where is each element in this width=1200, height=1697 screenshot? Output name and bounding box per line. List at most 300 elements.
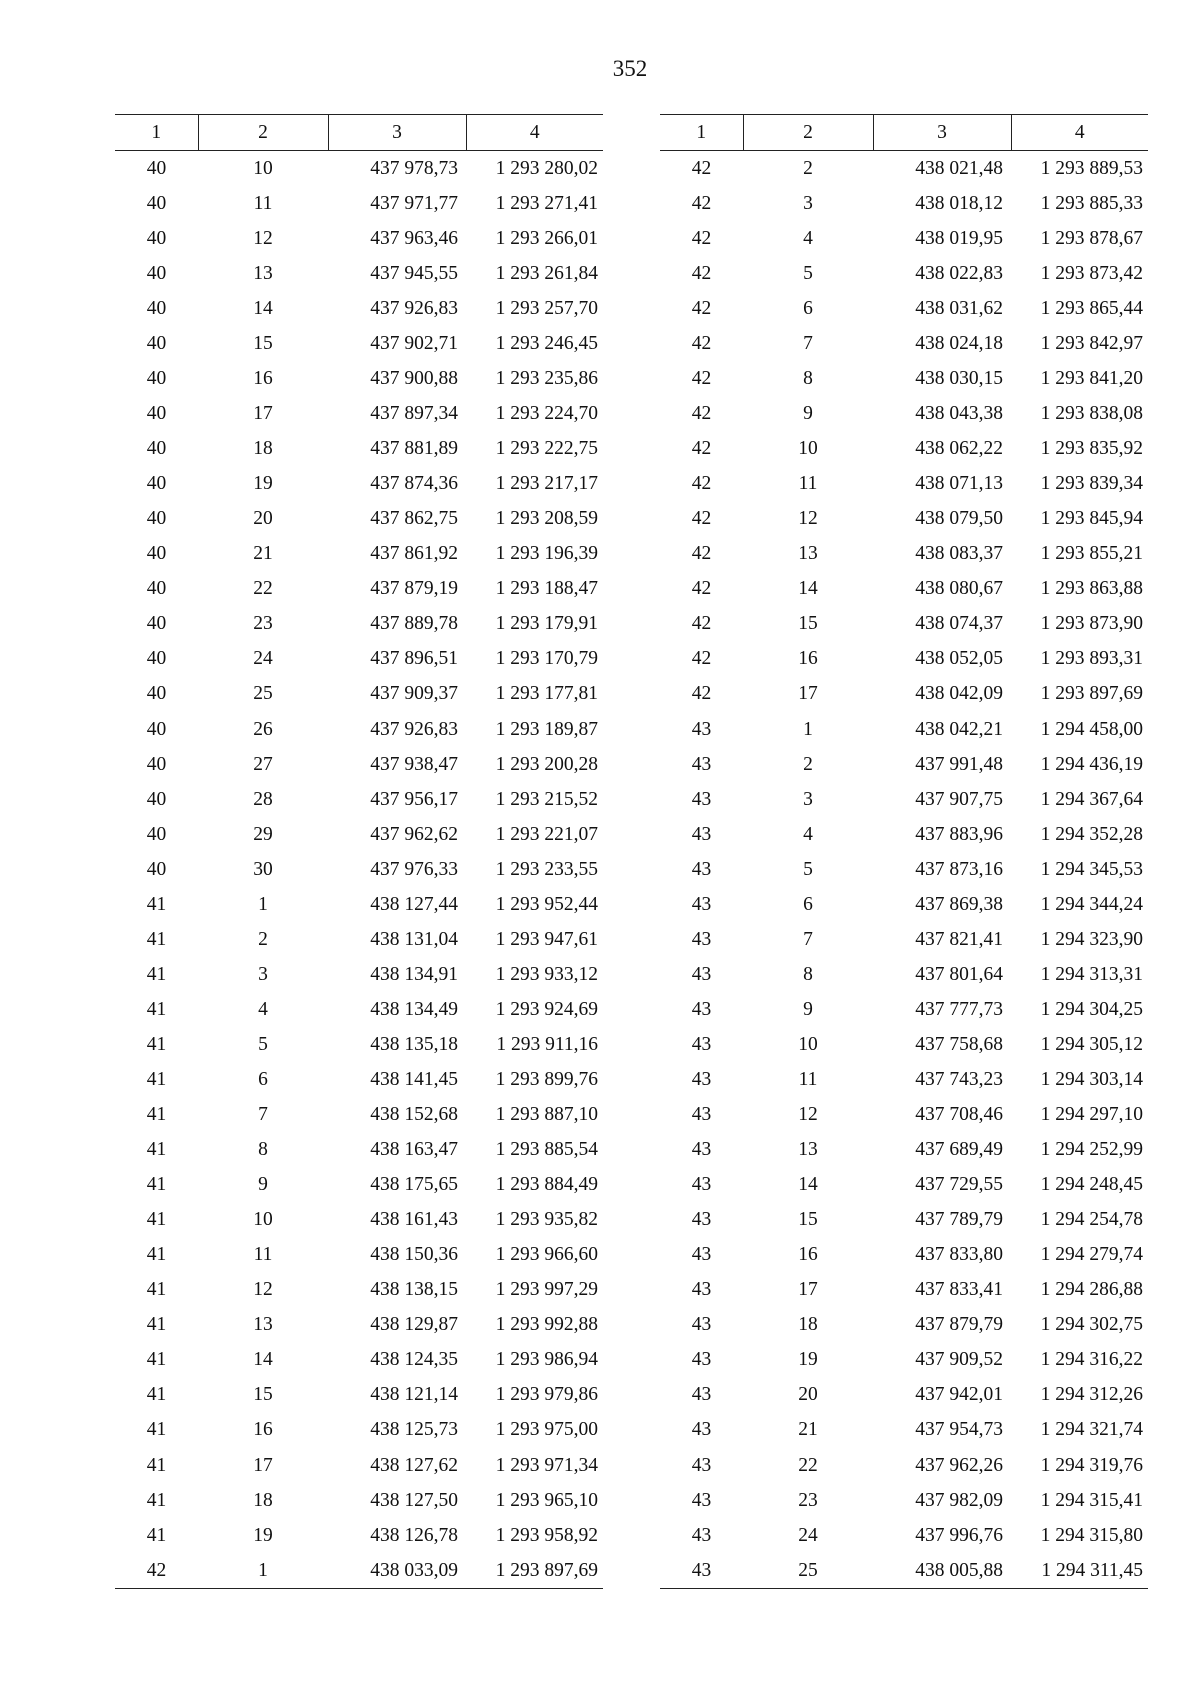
table-cell: 16 <box>253 1419 273 1441</box>
table-cell: 437 689,49 <box>915 1139 1003 1161</box>
table-cell: 13 <box>253 262 273 284</box>
table-row <box>660 1237 1148 1272</box>
table-row <box>660 1027 1148 1062</box>
table-cell: 41 <box>146 1279 167 1301</box>
table-cell: 437 708,46 <box>915 1104 1003 1126</box>
table-cell: 1 293 839,34 <box>1040 473 1143 495</box>
table-cell: 43 <box>691 753 712 775</box>
table-cell: 43 <box>691 788 712 810</box>
table-cell: 437 971,77 <box>370 192 458 214</box>
table-cell: 42 <box>691 578 712 600</box>
table-cell: 42 <box>691 543 712 565</box>
table-cell: 1 294 297,10 <box>1040 1104 1143 1126</box>
table-cell: 21 <box>253 543 273 565</box>
table-cell: 437 758,68 <box>915 1033 1003 1055</box>
table-cell: 30 <box>253 858 273 880</box>
column-header: 3 <box>873 115 1011 151</box>
table-cell: 437 909,52 <box>915 1349 1003 1371</box>
table-row <box>660 957 1148 992</box>
table-cell: 42 <box>691 262 712 284</box>
table-cell: 43 <box>691 963 712 985</box>
table-cell: 437 833,41 <box>915 1279 1003 1301</box>
table-row <box>115 642 603 677</box>
table-cell: 1 293 170,79 <box>495 648 598 670</box>
table-cell: 438 126,78 <box>370 1524 458 1546</box>
table-cell: 1 294 323,90 <box>1040 928 1143 950</box>
table-cell: 26 <box>253 718 273 740</box>
table-cell: 438 019,95 <box>915 227 1003 249</box>
table-cell: 437 862,75 <box>370 508 458 530</box>
table-cell: 42 <box>691 368 712 390</box>
table-cell: 14 <box>798 578 818 600</box>
table-cell: 3 <box>803 788 813 810</box>
table-row <box>660 887 1148 922</box>
table-cell: 40 <box>146 438 167 460</box>
table-row <box>115 817 603 852</box>
table-cell: 1 294 304,25 <box>1040 998 1143 1020</box>
table-cell: 437 777,73 <box>915 998 1003 1020</box>
table-row <box>115 992 603 1027</box>
table-cell: 8 <box>803 368 813 390</box>
table-row <box>115 747 603 782</box>
table-cell: 43 <box>691 1349 712 1371</box>
table-cell: 43 <box>691 1104 712 1126</box>
table-cell: 1 294 252,99 <box>1040 1139 1143 1161</box>
table-cell: 43 <box>691 1454 712 1476</box>
table-cell: 1 <box>803 718 813 740</box>
table-cell: 438 163,47 <box>370 1139 458 1161</box>
table-cell: 437 861,92 <box>370 543 458 565</box>
table-cell: 42 <box>115 1553 198 1589</box>
table-cell: 1 294 248,45 <box>1040 1174 1143 1196</box>
table-cell: 3 <box>803 192 813 214</box>
table-row <box>115 1062 603 1097</box>
table-row <box>115 1553 603 1589</box>
table-cell: 1 294 344,24 <box>1040 893 1143 915</box>
table-cell: 1 294 312,26 <box>1040 1384 1143 1406</box>
table-cell: 437 897,34 <box>370 403 458 425</box>
table-cell: 438 033,09 <box>328 1553 466 1589</box>
table-cell: 1 294 311,45 <box>1011 1553 1148 1589</box>
table-cell: 23 <box>798 1489 818 1511</box>
table-row <box>660 1413 1148 1448</box>
table-cell: 43 <box>691 893 712 915</box>
table-cell: 1 293 838,08 <box>1040 403 1143 425</box>
table-row <box>115 1378 603 1413</box>
table-cell: 41 <box>146 1139 167 1161</box>
table-cell: 5 <box>258 1033 268 1055</box>
table-cell: 43 <box>691 1139 712 1161</box>
table-cell: 41 <box>146 928 167 950</box>
table-header-row <box>115 115 603 151</box>
table-cell: 1 293 986,94 <box>495 1349 598 1371</box>
table-cell: 437 833,80 <box>915 1244 1003 1266</box>
table-cell: 437 962,62 <box>370 823 458 845</box>
coordinates-table-right <box>660 114 1148 1589</box>
table-cell: 40 <box>146 473 167 495</box>
table-cell: 16 <box>798 1244 818 1266</box>
table-cell: 1 294 367,64 <box>1040 788 1143 810</box>
table-cell: 12 <box>798 1104 818 1126</box>
table-cell: 1 293 966,60 <box>495 1244 598 1266</box>
table-row <box>660 747 1148 782</box>
table-body <box>660 151 1148 1589</box>
table-row <box>115 677 603 712</box>
table-row <box>115 1308 603 1343</box>
table-cell: 437 881,89 <box>370 438 458 460</box>
table-row <box>115 326 603 361</box>
table-cell: 438 175,65 <box>370 1174 458 1196</box>
table-cell: 438 005,88 <box>873 1553 1011 1589</box>
table-cell: 42 <box>691 403 712 425</box>
table-cell: 43 <box>691 1314 712 1336</box>
table-cell: 1 293 280,02 <box>495 157 598 179</box>
table-cell: 1 293 188,47 <box>495 578 598 600</box>
table-row <box>660 1448 1148 1483</box>
column-header: 2 <box>743 115 873 151</box>
table-cell: 1 293 224,70 <box>495 403 598 425</box>
table-cell: 1 293 887,10 <box>495 1104 598 1126</box>
table-body <box>115 151 603 1589</box>
table-cell: 19 <box>253 473 273 495</box>
table-row <box>115 852 603 887</box>
table-cell: 9 <box>803 403 813 425</box>
table-cell: 437 991,48 <box>915 753 1003 775</box>
table-cell: 1 294 302,75 <box>1040 1314 1143 1336</box>
table-cell: 6 <box>803 297 813 319</box>
column-header: 1 <box>115 115 198 151</box>
table-cell: 41 <box>146 1489 167 1511</box>
table-cell: 43 <box>691 1524 712 1546</box>
table-cell: 6 <box>803 893 813 915</box>
table-cell: 13 <box>253 1314 273 1336</box>
table-cell: 40 <box>146 578 167 600</box>
table-cell: 29 <box>253 823 273 845</box>
table-cell: 25 <box>253 683 273 705</box>
table-cell: 437 789,79 <box>915 1209 1003 1231</box>
table-cell: 1 294 315,80 <box>1040 1524 1143 1546</box>
table-cell: 40 <box>146 157 167 179</box>
table-cell: 7 <box>803 928 813 950</box>
table-row <box>115 431 603 466</box>
table-cell: 1 293 997,29 <box>495 1279 598 1301</box>
table-cell: 42 <box>691 473 712 495</box>
table-cell: 1 294 345,53 <box>1040 858 1143 880</box>
table-row <box>660 642 1148 677</box>
table-row <box>660 1062 1148 1097</box>
table-cell: 1 293 884,49 <box>495 1174 598 1196</box>
table-row <box>660 466 1148 501</box>
table-row <box>115 361 603 396</box>
table-cell: 437 926,83 <box>370 718 458 740</box>
table-cell: 1 293 855,21 <box>1040 543 1143 565</box>
table-cell: 13 <box>798 543 818 565</box>
table-cell: 43 <box>691 998 712 1020</box>
table-row <box>115 782 603 817</box>
table-cell: 43 <box>660 1553 743 1589</box>
table-cell: 43 <box>691 1419 712 1441</box>
table-cell: 41 <box>146 1454 167 1476</box>
table-cell: 438 129,87 <box>370 1314 458 1336</box>
coordinates-table-left <box>115 114 603 1589</box>
table-cell: 20 <box>798 1384 818 1406</box>
table-cell: 1 294 286,88 <box>1040 1279 1143 1301</box>
table-row <box>115 712 603 747</box>
table-cell: 2 <box>803 157 813 179</box>
table-cell: 1 293 863,88 <box>1040 578 1143 600</box>
table-cell: 438 141,45 <box>370 1068 458 1090</box>
table-row <box>660 607 1148 642</box>
table-row <box>660 256 1148 291</box>
table-cell: 4 <box>258 998 268 1020</box>
table-cell: 437 801,64 <box>915 963 1003 985</box>
table-cell: 1 294 315,41 <box>1040 1489 1143 1511</box>
table-cell: 19 <box>798 1349 818 1371</box>
table-cell: 438 134,49 <box>370 998 458 1020</box>
table-row <box>115 151 603 187</box>
table-row <box>660 431 1148 466</box>
table-cell: 437 963,46 <box>370 227 458 249</box>
table-cell: 1 293 845,94 <box>1040 508 1143 530</box>
table-cell: 1 293 899,76 <box>495 1068 598 1090</box>
table-cell: 40 <box>146 227 167 249</box>
table-cell: 438 062,22 <box>915 438 1003 460</box>
table-cell: 437 909,37 <box>370 683 458 705</box>
table-cell: 1 294 319,76 <box>1040 1454 1143 1476</box>
table-row <box>115 957 603 992</box>
table-cell: 438 134,91 <box>370 963 458 985</box>
table-cell: 41 <box>146 1174 167 1196</box>
table-cell: 41 <box>146 998 167 1020</box>
table-cell: 40 <box>146 333 167 354</box>
table-row <box>660 326 1148 361</box>
table-row <box>660 291 1148 326</box>
table-cell: 437 879,19 <box>370 578 458 600</box>
table-cell: 12 <box>253 1279 273 1301</box>
table-cell: 1 293 257,70 <box>495 297 598 319</box>
table-cell: 1 293 261,84 <box>495 262 598 284</box>
table-cell: 437 821,41 <box>915 928 1003 950</box>
table-row <box>115 572 603 607</box>
table-cell: 437 996,76 <box>915 1524 1003 1546</box>
table-cell: 4 <box>803 823 813 845</box>
table-cell: 43 <box>691 823 712 845</box>
table-cell: 41 <box>146 1033 167 1055</box>
table-cell: 1 <box>258 893 268 915</box>
table-cell: 40 <box>146 683 167 705</box>
table-cell: 1 293 271,41 <box>495 192 598 214</box>
table-cell: 11 <box>798 473 818 495</box>
table-cell: 437 900,88 <box>370 368 458 390</box>
table-cell: 5 <box>803 858 813 880</box>
table-cell: 41 <box>146 1349 167 1371</box>
table-cell: 1 294 313,31 <box>1040 963 1143 985</box>
table-cell: 5 <box>803 262 813 284</box>
table-cell: 40 <box>146 192 167 214</box>
table-cell: 1 293 992,88 <box>495 1314 598 1336</box>
table-cell: 41 <box>146 1104 167 1126</box>
table-cell: 1 293 221,07 <box>495 823 598 845</box>
table-cell: 6 <box>258 1068 268 1090</box>
table-cell: 438 031,62 <box>915 297 1003 319</box>
table-cell: 437 942,01 <box>915 1384 1003 1406</box>
table-cell: 1 293 873,42 <box>1040 262 1143 284</box>
table-cell: 8 <box>258 1139 268 1161</box>
table-cell: 437 743,23 <box>915 1068 1003 1090</box>
table-row <box>660 361 1148 396</box>
table-cell: 437 883,96 <box>915 823 1003 845</box>
table-cell: 437 962,26 <box>915 1454 1003 1476</box>
table-cell: 14 <box>253 1349 273 1371</box>
table-cell: 1 293 897,69 <box>1040 683 1143 705</box>
table-cell: 1 294 321,74 <box>1040 1419 1143 1441</box>
table-cell: 1 293 215,52 <box>495 788 598 810</box>
table-cell: 12 <box>798 508 818 530</box>
table-cell: 1 293 924,69 <box>495 998 598 1020</box>
table-cell: 15 <box>798 1209 818 1231</box>
table-cell: 41 <box>146 1384 167 1406</box>
table-row <box>115 466 603 501</box>
table-cell: 1 294 316,22 <box>1040 1349 1143 1371</box>
table-cell: 1 293 841,20 <box>1040 368 1143 390</box>
table-cell: 1 293 933,12 <box>495 963 598 985</box>
table-cell: 438 161,43 <box>370 1209 458 1231</box>
table-cell: 40 <box>146 613 167 635</box>
table-cell: 1 294 352,28 <box>1040 823 1143 845</box>
table-cell: 438 042,09 <box>915 683 1003 705</box>
table-cell: 2 <box>258 928 268 950</box>
column-header: 1 <box>660 115 743 151</box>
table-cell: 41 <box>146 1209 167 1231</box>
table-cell: 438 071,13 <box>915 473 1003 495</box>
table-cell: 438 131,04 <box>370 928 458 950</box>
table-cell: 438 135,18 <box>370 1033 458 1055</box>
table-cell: 437 956,17 <box>370 788 458 810</box>
table-cell: 28 <box>253 788 273 810</box>
table-row <box>660 677 1148 712</box>
table-cell: 17 <box>253 1454 273 1476</box>
table-cell: 40 <box>146 262 167 284</box>
table-cell: 43 <box>691 1174 712 1196</box>
table-row <box>660 992 1148 1027</box>
table-cell: 1 293 217,17 <box>495 473 598 495</box>
table-cell: 1 293 266,01 <box>495 227 598 249</box>
table-row <box>660 221 1148 256</box>
table-row <box>660 852 1148 887</box>
table-cell: 9 <box>803 998 813 1020</box>
table-cell: 10 <box>253 157 273 179</box>
table-cell: 438 021,48 <box>915 157 1003 179</box>
table-row <box>115 1413 603 1448</box>
table-cell: 1 293 189,87 <box>495 718 598 740</box>
table-cell: 1 294 279,74 <box>1040 1244 1143 1266</box>
table-cell: 43 <box>691 1279 712 1301</box>
table-cell: 2 <box>803 753 813 775</box>
table-row <box>115 1343 603 1378</box>
table-cell: 437 873,16 <box>915 858 1003 880</box>
table-cell: 438 124,35 <box>370 1349 458 1371</box>
table-row <box>660 1132 1148 1167</box>
table-cell: 1 <box>198 1553 328 1589</box>
table-cell: 438 043,38 <box>915 403 1003 425</box>
table-cell: 43 <box>691 1244 712 1266</box>
table-cell: 8 <box>803 963 813 985</box>
table-cell: 40 <box>146 543 167 565</box>
table-row <box>660 1273 1148 1308</box>
table-cell: 1 293 873,90 <box>1040 613 1143 635</box>
table-row <box>115 1097 603 1132</box>
table-cell: 43 <box>691 858 712 880</box>
table-cell: 24 <box>798 1524 818 1546</box>
table-cell: 22 <box>253 578 273 600</box>
table-cell: 40 <box>146 368 167 390</box>
table-row <box>660 186 1148 221</box>
table-row <box>115 291 603 326</box>
column-header: 3 <box>328 115 466 151</box>
table-cell: 13 <box>798 1139 818 1161</box>
table-cell: 40 <box>146 858 167 880</box>
table-cell: 438 083,37 <box>915 543 1003 565</box>
table-row <box>660 1553 1148 1589</box>
table-cell: 14 <box>798 1174 818 1196</box>
table-cell: 437 869,38 <box>915 893 1003 915</box>
table-row <box>660 1097 1148 1132</box>
table-cell: 41 <box>146 1314 167 1336</box>
table-cell: 1 293 177,81 <box>495 683 598 705</box>
table-cell: 438 127,50 <box>370 1489 458 1511</box>
table-cell: 7 <box>803 333 813 354</box>
table-cell: 42 <box>691 192 712 214</box>
table-row <box>115 887 603 922</box>
table-cell: 16 <box>253 368 273 390</box>
table-cell: 42 <box>691 683 712 705</box>
table-row <box>115 396 603 431</box>
table-row <box>115 501 603 536</box>
table-row <box>660 396 1148 431</box>
table-row <box>115 1167 603 1202</box>
table-cell: 25 <box>743 1553 873 1589</box>
table-row <box>660 537 1148 572</box>
table-cell: 40 <box>146 753 167 775</box>
table-cell: 17 <box>798 683 818 705</box>
table-cell: 437 982,09 <box>915 1489 1003 1511</box>
table-cell: 24 <box>253 648 273 670</box>
table-cell: 40 <box>146 823 167 845</box>
table-cell: 42 <box>691 648 712 670</box>
table-cell: 437 926,83 <box>370 297 458 319</box>
table-cell: 437 902,71 <box>370 333 458 354</box>
table-cell: 10 <box>253 1209 273 1231</box>
table-cell: 1 293 911,16 <box>496 1033 598 1055</box>
table-cell: 17 <box>253 403 273 425</box>
table-cell: 18 <box>253 1489 273 1511</box>
table-cell: 438 080,67 <box>915 578 1003 600</box>
table-cell: 40 <box>146 403 167 425</box>
column-header: 4 <box>1011 115 1148 151</box>
table-cell: 437 729,55 <box>915 1174 1003 1196</box>
table-cell: 9 <box>258 1174 268 1196</box>
table-cell: 438 042,21 <box>915 718 1003 740</box>
table-cell: 437 889,78 <box>370 613 458 635</box>
table-row <box>660 922 1148 957</box>
table-cell: 43 <box>691 1489 712 1511</box>
table-cell: 42 <box>691 438 712 460</box>
table-cell: 438 127,62 <box>370 1454 458 1476</box>
table-cell: 10 <box>798 1033 818 1055</box>
table-row <box>115 221 603 256</box>
table-cell: 11 <box>253 192 273 214</box>
table-cell: 437 938,47 <box>370 753 458 775</box>
